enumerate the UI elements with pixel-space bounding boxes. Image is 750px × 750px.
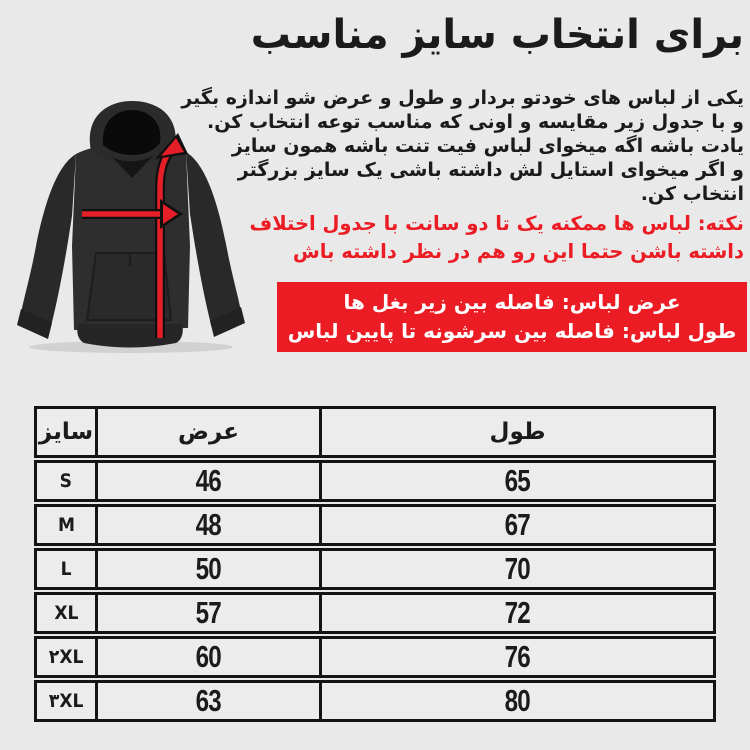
table-header-row bbox=[34, 406, 716, 458]
table-row bbox=[34, 460, 716, 502]
intro-text bbox=[181, 86, 744, 206]
table-row bbox=[34, 636, 716, 678]
table-row bbox=[34, 680, 716, 722]
hoodie-left-sleeve bbox=[21, 154, 76, 330]
note-text bbox=[250, 210, 744, 266]
note-line: داشته باشن حتما این رو هم در نظر داشته باش bbox=[292, 240, 744, 263]
cell-size: M bbox=[57, 514, 75, 536]
intro-line: انتخاب کن. bbox=[640, 183, 744, 205]
cell-length: 65 bbox=[504, 463, 531, 498]
definition-width: عرض لباس: فاصله بین زیر بغل ها bbox=[343, 290, 681, 314]
header-size: سایز bbox=[37, 409, 98, 455]
note-line: نکته: لباس ها ممکنه یک تا دو سانت با جدول اختلاف bbox=[249, 212, 744, 235]
cell-size: ۲XL bbox=[48, 646, 84, 668]
cell-width: 57 bbox=[195, 595, 222, 630]
cell-length: 67 bbox=[504, 507, 531, 542]
definition-length: طول لباس: فاصله بین سرشونه تا پایین لباس bbox=[287, 319, 737, 343]
cell-width: 46 bbox=[195, 463, 222, 498]
page-title: برای انتخاب سایز مناسب bbox=[250, 12, 744, 58]
cell-size: S bbox=[59, 470, 73, 492]
size-table bbox=[34, 406, 716, 724]
cell-size: XL bbox=[53, 602, 79, 624]
cell-width: 48 bbox=[195, 507, 222, 542]
cell-size: ۳XL bbox=[48, 690, 84, 712]
hoodie-right-sleeve bbox=[186, 152, 241, 328]
definitions-box bbox=[277, 282, 747, 352]
cell-length: 70 bbox=[504, 551, 531, 586]
intro-line: یادت باشه اگه میخوای لباس فیت تنت باشه همون سایز bbox=[231, 135, 744, 157]
table-row bbox=[34, 504, 716, 546]
table-row bbox=[34, 548, 716, 590]
cell-length: 76 bbox=[504, 639, 531, 674]
cell-width: 63 bbox=[195, 683, 222, 718]
cell-width: 50 bbox=[195, 551, 222, 586]
header-width: عرض bbox=[98, 409, 322, 455]
intro-line: و با جدول زیر مقایسه و اونی که مناسب توعه انتخاب کن. bbox=[206, 111, 744, 133]
intro-line: یکی از لباس های خودتو بردار و طول و عرض شو اندازه بگیر bbox=[181, 87, 744, 109]
hoodie-image bbox=[8, 96, 253, 354]
cell-width: 60 bbox=[195, 639, 222, 674]
cell-length: 72 bbox=[504, 595, 531, 630]
cell-length: 80 bbox=[504, 683, 531, 718]
hoodie-hem bbox=[77, 324, 183, 348]
intro-line: و اگر میخوای استایل لش داشته باشی یک سایز بزرگتر bbox=[237, 159, 744, 181]
table-row bbox=[34, 592, 716, 634]
cell-size: L bbox=[60, 558, 72, 580]
header-length: طول bbox=[489, 419, 546, 445]
